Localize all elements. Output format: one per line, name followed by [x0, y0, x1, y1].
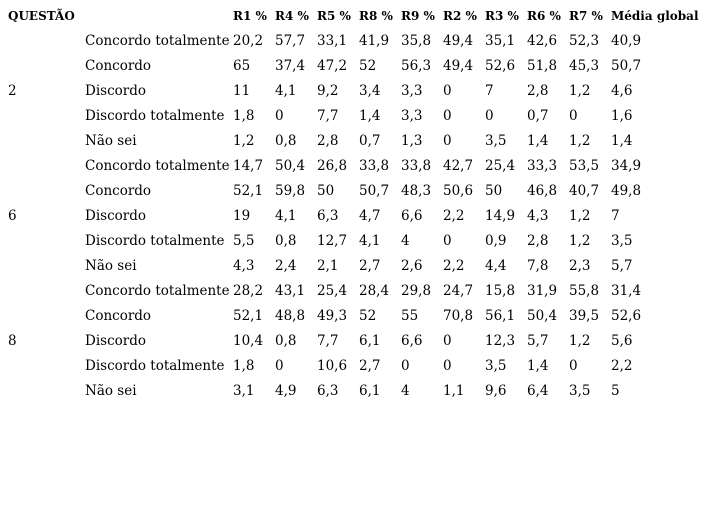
r7-value: 1,2: [569, 233, 591, 249]
r3-value: 9,6: [485, 383, 507, 399]
r3-value: 3,5: [485, 358, 507, 374]
table-row: [0, 154, 708, 179]
r7-value: 0: [569, 108, 578, 124]
r8-value: 6,1: [359, 383, 381, 399]
r4-value: 0,8: [275, 233, 297, 249]
r4-value: 0: [275, 358, 284, 374]
r6-value: 1,4: [527, 358, 549, 374]
r3-value: 7: [485, 83, 494, 99]
media-global-value: 7: [611, 208, 620, 224]
r6-value: 1,4: [527, 133, 549, 149]
r4-value: 0,8: [275, 133, 297, 149]
r7-value: 40,7: [569, 183, 600, 199]
table-row: [0, 329, 708, 354]
header-row: [0, 4, 708, 29]
r8-value: 6,1: [359, 333, 381, 349]
r4-value: 4,1: [275, 208, 297, 224]
media-global-value: 49,8: [611, 183, 642, 199]
question-number: [0, 254, 85, 279]
r3-value: 35,1: [485, 33, 516, 49]
r2-value: 0: [443, 108, 452, 124]
r4-value: 59,8: [275, 183, 306, 199]
r6-value: 7,8: [527, 258, 549, 274]
r6-value: 51,8: [527, 58, 558, 74]
r4-value: 50,4: [275, 158, 306, 174]
r8-value: 4,7: [359, 208, 381, 224]
r8-value: 52: [359, 58, 377, 74]
r5-value: 10,6: [317, 358, 348, 374]
question-number: [0, 179, 85, 204]
r1-value: 10,4: [233, 333, 264, 349]
question-number: [0, 29, 85, 54]
r4-value: 4,1: [275, 83, 297, 99]
table-row: [0, 104, 708, 129]
r5-value: 7,7: [317, 333, 339, 349]
media-global-value: 3,5: [611, 233, 633, 249]
r5-value: 6,3: [317, 208, 339, 224]
r7-value: 53,5: [569, 158, 600, 174]
table-row: [0, 29, 708, 54]
r3-value: 56,1: [485, 308, 516, 324]
r4-value: 37,4: [275, 58, 306, 74]
header-r5: R5 %: [317, 9, 351, 23]
question-number: [0, 229, 85, 254]
r8-value: 1,4: [359, 108, 381, 124]
question-number: [0, 129, 85, 154]
r5-value: 6,3: [317, 383, 339, 399]
answer-option: Discordo: [85, 208, 146, 224]
r9-value: 55: [401, 308, 419, 324]
header-r7: R7 %: [569, 9, 603, 23]
r8-value: 0,7: [359, 133, 381, 149]
answer-option: Concordo totalmente: [85, 158, 230, 174]
r2-value: 49,4: [443, 33, 474, 49]
r9-value: 35,8: [401, 33, 432, 49]
header-r1: R1 %: [233, 9, 267, 23]
r3-value: 3,5: [485, 133, 507, 149]
table-row: [0, 229, 708, 254]
r1-value: 1,8: [233, 108, 255, 124]
table-row: [0, 379, 708, 404]
r4-value: 4,9: [275, 383, 297, 399]
r1-value: 52,1: [233, 308, 264, 324]
r7-value: 55,8: [569, 283, 600, 299]
r9-value: 3,3: [401, 83, 423, 99]
r8-value: 52: [359, 308, 377, 324]
r2-value: 0: [443, 358, 452, 374]
media-global-value: 52,6: [611, 308, 642, 324]
r9-value: 48,3: [401, 183, 432, 199]
question-number: 2: [8, 83, 17, 99]
answer-option: Não sei: [85, 133, 137, 149]
r8-value: 3,4: [359, 83, 381, 99]
table-row: [0, 54, 708, 79]
table-row: [0, 279, 708, 304]
r2-value: 50,6: [443, 183, 474, 199]
r9-value: 6,6: [401, 208, 423, 224]
r8-value: 4,1: [359, 233, 381, 249]
r8-value: 50,7: [359, 183, 390, 199]
header-r8: R8 %: [359, 9, 393, 23]
r3-value: 15,8: [485, 283, 516, 299]
header-r4: R4 %: [275, 9, 309, 23]
media-global-value: 1,6: [611, 108, 633, 124]
r1-value: 11: [233, 83, 251, 99]
r2-value: 0: [443, 133, 452, 149]
r1-value: 52,1: [233, 183, 264, 199]
r3-value: 50: [485, 183, 503, 199]
r1-value: 65: [233, 58, 251, 74]
r4-value: 0,8: [275, 333, 297, 349]
r7-value: 2,3: [569, 258, 591, 274]
r5-value: 49,3: [317, 308, 348, 324]
r6-value: 4,3: [527, 208, 549, 224]
r6-value: 33,3: [527, 158, 558, 174]
r9-value: 4: [401, 383, 410, 399]
question-number: [0, 279, 85, 304]
r3-value: 4,4: [485, 258, 507, 274]
r4-value: 2,4: [275, 258, 297, 274]
r9-value: 1,3: [401, 133, 423, 149]
r9-value: 29,8: [401, 283, 432, 299]
answer-option: Discordo: [85, 83, 146, 99]
header-r6: R6 %: [527, 9, 561, 23]
r7-value: 39,5: [569, 308, 600, 324]
r5-value: 7,7: [317, 108, 339, 124]
r7-value: 52,3: [569, 33, 600, 49]
answer-option: Concordo totalmente: [85, 283, 230, 299]
r7-value: 1,2: [569, 83, 591, 99]
table-row: [0, 204, 708, 229]
question-number: [0, 354, 85, 379]
answer-option: Concordo: [85, 183, 152, 199]
header-answer: [85, 4, 233, 29]
answer-option: Concordo: [85, 58, 152, 74]
r6-value: 46,8: [527, 183, 558, 199]
r3-value: 0,9: [485, 233, 507, 249]
r5-value: 50: [317, 183, 335, 199]
question-number: [0, 154, 85, 179]
header-r2: R2 %: [443, 9, 477, 23]
r5-value: 26,8: [317, 158, 348, 174]
r3-value: 0: [485, 108, 494, 124]
r1-value: 28,2: [233, 283, 264, 299]
r4-value: 43,1: [275, 283, 306, 299]
r9-value: 33,8: [401, 158, 432, 174]
r7-value: 45,3: [569, 58, 600, 74]
r1-value: 20,2: [233, 33, 264, 49]
r6-value: 0,7: [527, 108, 549, 124]
answer-option: Concordo totalmente: [85, 33, 230, 49]
question-number: 8: [8, 333, 17, 349]
media-global-value: 50,7: [611, 58, 642, 74]
r6-value: 2,8: [527, 83, 549, 99]
r2-value: 2,2: [443, 208, 465, 224]
r5-value: 12,7: [317, 233, 348, 249]
header-r3: R3 %: [485, 9, 519, 23]
answer-option: Discordo totalmente: [85, 358, 225, 374]
r3-value: 14,9: [485, 208, 516, 224]
r6-value: 50,4: [527, 308, 558, 324]
r2-value: 0: [443, 333, 452, 349]
r5-value: 25,4: [317, 283, 348, 299]
media-global-value: 40,9: [611, 33, 642, 49]
answer-option: Discordo: [85, 333, 146, 349]
r4-value: 57,7: [275, 33, 306, 49]
r2-value: 1,1: [443, 383, 465, 399]
r8-value: 28,4: [359, 283, 390, 299]
r1-value: 5,5: [233, 233, 255, 249]
r5-value: 2,8: [317, 133, 339, 149]
table-row: [0, 354, 708, 379]
header-r9: R9 %: [401, 9, 435, 23]
r7-value: 0: [569, 358, 578, 374]
r9-value: 6,6: [401, 333, 423, 349]
r3-value: 52,6: [485, 58, 516, 74]
r4-value: 48,8: [275, 308, 306, 324]
r3-value: 12,3: [485, 333, 516, 349]
r9-value: 56,3: [401, 58, 432, 74]
r2-value: 49,4: [443, 58, 474, 74]
header-media-global: Média global: [611, 9, 699, 23]
media-global-value: 2,2: [611, 358, 633, 374]
r1-value: 1,8: [233, 358, 255, 374]
r7-value: 1,2: [569, 133, 591, 149]
r9-value: 0: [401, 358, 410, 374]
media-global-value: 5: [611, 383, 620, 399]
r7-value: 1,2: [569, 333, 591, 349]
r8-value: 2,7: [359, 358, 381, 374]
question-number: [0, 104, 85, 129]
table-row: [0, 304, 708, 329]
media-global-value: 1,4: [611, 133, 633, 149]
r2-value: 0: [443, 83, 452, 99]
table-row: [0, 254, 708, 279]
r9-value: 4: [401, 233, 410, 249]
table-body: [0, 29, 708, 404]
r6-value: 31,9: [527, 283, 558, 299]
r6-value: 6,4: [527, 383, 549, 399]
r1-value: 3,1: [233, 383, 255, 399]
r2-value: 0: [443, 233, 452, 249]
media-global-value: 34,9: [611, 158, 642, 174]
r6-value: 2,8: [527, 233, 549, 249]
r3-value: 25,4: [485, 158, 516, 174]
answer-option: Discordo totalmente: [85, 233, 225, 249]
r1-value: 19: [233, 208, 251, 224]
r8-value: 2,7: [359, 258, 381, 274]
header-questao: QUESTÃO: [8, 9, 75, 23]
media-global-value: 5,7: [611, 258, 633, 274]
r1-value: 14,7: [233, 158, 264, 174]
media-global-value: 5,6: [611, 333, 633, 349]
r2-value: 42,7: [443, 158, 474, 174]
r1-value: 1,2: [233, 133, 255, 149]
survey-results-table: [0, 4, 708, 404]
r2-value: 24,7: [443, 283, 474, 299]
table-row: [0, 79, 708, 104]
r8-value: 41,9: [359, 33, 390, 49]
question-number: [0, 304, 85, 329]
r2-value: 70,8: [443, 308, 474, 324]
r9-value: 2,6: [401, 258, 423, 274]
r1-value: 4,3: [233, 258, 255, 274]
answer-option: Não sei: [85, 258, 137, 274]
media-global-value: 4,6: [611, 83, 633, 99]
r5-value: 9,2: [317, 83, 339, 99]
r9-value: 3,3: [401, 108, 423, 124]
r7-value: 3,5: [569, 383, 591, 399]
answer-option: Não sei: [85, 383, 137, 399]
r7-value: 1,2: [569, 208, 591, 224]
question-number: 6: [8, 208, 17, 224]
question-number: [0, 54, 85, 79]
answer-option: Discordo totalmente: [85, 108, 225, 124]
r5-value: 47,2: [317, 58, 348, 74]
r5-value: 33,1: [317, 33, 348, 49]
r6-value: 42,6: [527, 33, 558, 49]
r5-value: 2,1: [317, 258, 339, 274]
r2-value: 2,2: [443, 258, 465, 274]
question-number: [0, 379, 85, 404]
answer-option: Concordo: [85, 308, 152, 324]
table-row: [0, 129, 708, 154]
r8-value: 33,8: [359, 158, 390, 174]
media-global-value: 31,4: [611, 283, 642, 299]
r6-value: 5,7: [527, 333, 549, 349]
r4-value: 0: [275, 108, 284, 124]
table-row: [0, 179, 708, 204]
